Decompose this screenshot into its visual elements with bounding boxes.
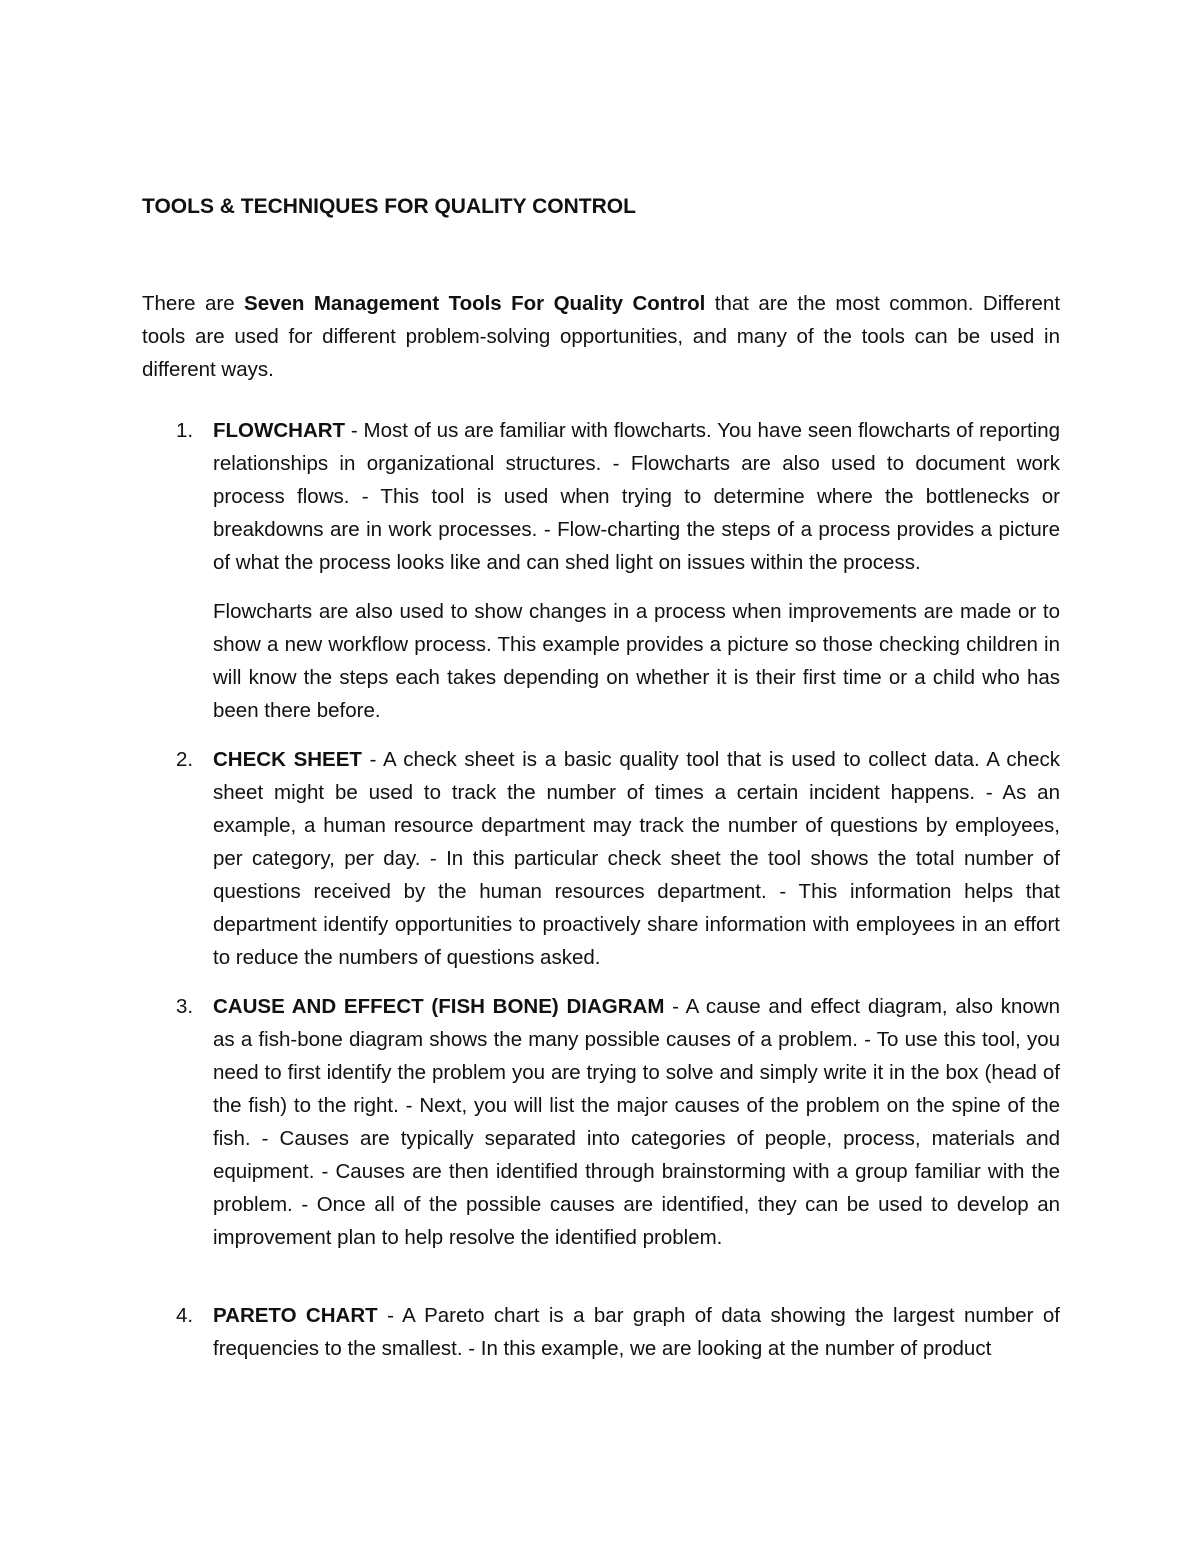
list-item-heading: CHECK SHEET [213, 748, 362, 771]
list-item-heading: FLOWCHART [213, 419, 346, 442]
list-item-extra-paragraph: Flowcharts are also used to show changes in a process when improvements are made or to show a new workflow process. This example provides a picture so those checking children in will know the steps each takes depending on whether it is their first time or a child who has been there before. [213, 600, 1060, 722]
list-item-cause-and-effect [142, 990, 1060, 1254]
intro-prefix: There are [142, 292, 245, 315]
page-title: TOOLS & TECHNIQUES FOR QUALITY CONTROL [142, 195, 636, 218]
list-item-heading: PARETO CHART [213, 1304, 378, 1327]
list-item-text [213, 1299, 1060, 1365]
intro-paragraph [142, 287, 1060, 386]
list-item-pareto-chart [142, 1299, 1060, 1365]
list-item-text [213, 990, 1060, 1254]
list-item-text [213, 743, 1060, 974]
intro-suffix: that are the most common. Different tools are used for different problem-solving opportunities, and many of the tools can be used in different ways. [142, 292, 1061, 381]
list-item-number: 1. [176, 419, 194, 442]
list-item-number: 2. [176, 748, 194, 771]
list-item-number: 4. [176, 1304, 194, 1327]
list-item-description: - A cause and effect diagram, also known as a fish-bone diagram shows the many possible causes of a problem. - To use this tool, you need to first identify the problem you are trying to solve and simply write it in the box (head of the fish) to the right. - Next, you will list the major causes of the problem on the spine of the fish. - Causes are typically separated into categories of people, process, materials and equipment. - Causes are then identified through brainstorming with a group familiar with the problem. - Once all of the possible causes are identified, they can be used to develop an improvement plan to help resolve the identified problem. [213, 995, 1060, 1249]
list-item-number: 3. [176, 995, 194, 1018]
list-item-description: - A Pareto chart is a bar graph of data showing the largest number of frequencies to the smallest. - In this example, we are looking at the number of product [213, 1304, 1060, 1360]
list-item-description: - Most of us are familiar with flowcharts. You have seen flowcharts of reporting relationships in organizational structures. - Flowcharts are also used to document work process flows. - This tool is used when trying to determine where the bottlenecks or breakdowns are in work processes. - Flow-charting the steps of a process provides a picture of what the process looks like and can shed light on issues within the process. [213, 419, 1060, 574]
list-item-heading: CAUSE AND EFFECT (FISH BONE) DIAGRAM [213, 995, 665, 1018]
list-item-text [213, 414, 1060, 579]
list-item-description: - A check sheet is a basic quality tool that is used to collect data. A check sheet might be used to track the number of times a certain incident happens. - As an example, a human resource department may track the number of questions by employees, per category, per day. - In this particular check sheet the tool shows the total number of questions received by the human resources department. - This information helps that department identify opportunities to proactively share information with employees in an effort to reduce the numbers of questions asked. [213, 748, 1060, 969]
intro-bold-phrase: Seven Management Tools For Quality Control [244, 292, 706, 315]
list-item-flowchart [142, 414, 1060, 727]
list-item-check-sheet [142, 743, 1060, 974]
document-body [142, 190, 1060, 1381]
tools-list [142, 414, 1060, 1365]
